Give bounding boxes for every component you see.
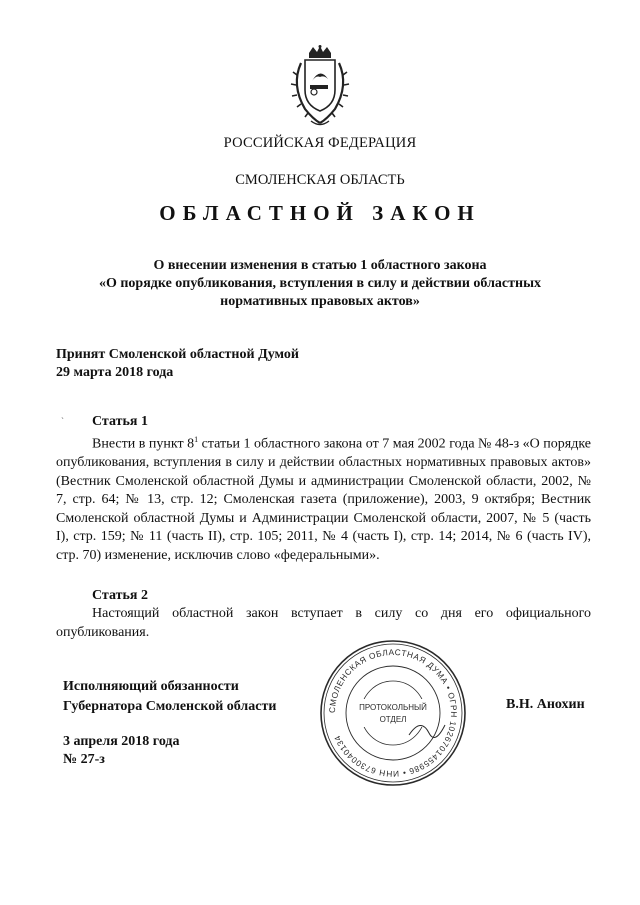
subject-line: нормативных правовых актов» bbox=[220, 294, 420, 309]
superscript: 1 bbox=[194, 435, 199, 445]
law-subject bbox=[0, 257, 640, 311]
signatory-name: В.Н. Анохин bbox=[506, 697, 585, 712]
federation-heading: РОССИЙСКАЯ ФЕДЕРАЦИЯ bbox=[223, 135, 417, 151]
adoption-date: 29 марта 2018 года bbox=[56, 365, 174, 380]
law-number: № 27-з bbox=[63, 752, 105, 767]
seal-ring-text: СМОЛЕНСКАЯ ОБЛАСТНАЯ ДУМА • ОГРН 1026701455986 • ИНН 6730040134 bbox=[326, 646, 460, 780]
seal-center-label: ОТДЕЛ bbox=[379, 715, 407, 724]
article-title: Статья 1 bbox=[92, 414, 148, 429]
law-date-number bbox=[63, 733, 180, 769]
article-text: Внести в пункт 8 bbox=[92, 437, 195, 453]
article-title: Статья 2 bbox=[92, 588, 148, 603]
position-line: Исполняющий обязанности bbox=[63, 679, 239, 694]
margin-mark: ˏ bbox=[61, 409, 64, 419]
region-heading: СМОЛЕНСКАЯ ОБЛАСТЬ bbox=[235, 172, 405, 188]
article-1 bbox=[56, 413, 591, 565]
article-body bbox=[56, 431, 591, 565]
seal-center-label: ПРОТОКОЛЬНЫЙ bbox=[359, 703, 427, 712]
subject-line: «О порядке опубликования, вступления в силу и действии областных bbox=[98, 276, 542, 291]
adopted-by: Принят Смоленской областной Думой bbox=[56, 347, 299, 362]
official-seal bbox=[317, 637, 469, 789]
article-2 bbox=[56, 587, 591, 642]
article-body: Настоящий областной закон вступает в силу со дня его официального опубликования. bbox=[56, 606, 591, 640]
document-type-title: ОБЛАСТНОЙ ЗАКОН bbox=[159, 201, 481, 225]
coat-of-arms-icon bbox=[287, 45, 353, 129]
subject-line: О внесении изменения в статью 1 областного закона bbox=[153, 258, 487, 273]
adoption-info bbox=[56, 346, 299, 382]
article-text: статьи 1 областного закона от 7 мая 2002 года № 48-з «О порядке опубликования, вступления в силу и действии областных нормативных правовых актов» (Вестник Смоленской областной Думы и администрации Смоленской области, 2002, № 7, стр. 64; № 13, стр. 12; Смоленская газета (приложение), 2003, 9 октября; Вестник Смоленской областной Думы и Администрации Смоленской области, 2007, № 5 (часть I), стр. 159; № 11 (часть II), стр. 105; 2011, № 4 (часть I), стр. 14; 2014, № 6 (часть IV), стр. 70) изменение, исключив слово «федеральными». bbox=[56, 437, 591, 563]
signing-date: 3 апреля 2018 года bbox=[63, 734, 180, 749]
position-line: Губернатора Смоленской области bbox=[63, 699, 277, 714]
signatory-position bbox=[63, 677, 276, 717]
